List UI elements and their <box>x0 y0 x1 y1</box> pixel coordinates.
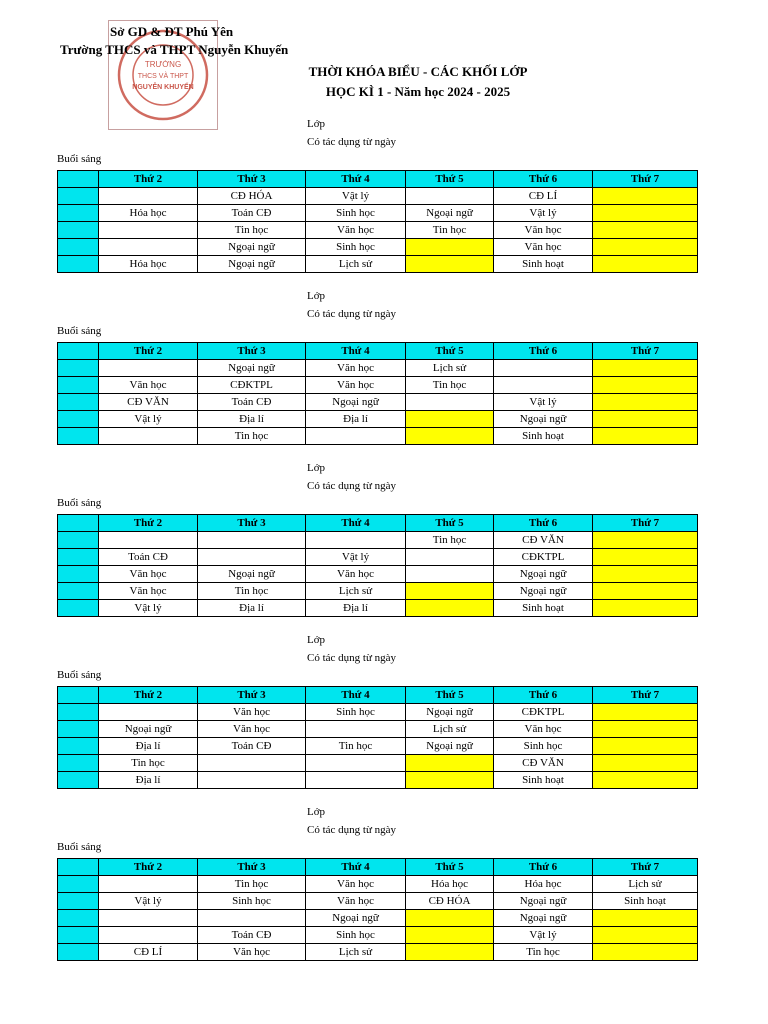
period-cell <box>58 549 99 566</box>
subject-cell: CĐ LÍ <box>494 188 593 205</box>
subject-cell <box>593 188 698 205</box>
period-cell <box>58 583 99 600</box>
subject-cell: Tin học <box>198 428 306 445</box>
subject-cell <box>593 566 698 583</box>
table-row <box>58 772 698 789</box>
subject-cell <box>406 566 494 583</box>
subject-cell <box>593 755 698 772</box>
subject-cell <box>593 721 698 738</box>
subject-cell <box>99 428 198 445</box>
class-label: Lớp <box>307 290 326 302</box>
subject-cell: Địa lí <box>306 600 406 617</box>
subject-cell <box>406 256 494 273</box>
document-title: THỜI KHÓA BIỂU - CÁC KHỐI LỚP <box>308 64 528 79</box>
subject-cell: Vật lý <box>494 927 593 944</box>
table-row <box>58 910 698 927</box>
period-cell <box>58 532 99 549</box>
period-cell <box>58 428 99 445</box>
subject-cell <box>593 428 698 445</box>
seal-line2: THCS VÀ THPT <box>137 73 189 80</box>
subject-cell <box>99 239 198 256</box>
subject-cell: Toán CĐ <box>198 927 306 944</box>
subject-cell: Sinh học <box>306 704 406 721</box>
subject-cell <box>593 256 698 273</box>
subject-cell: Văn học <box>306 893 406 910</box>
subject-cell: Tin học <box>198 222 306 239</box>
subject-cell: Văn học <box>198 704 306 721</box>
subject-cell: Ngoại ngữ <box>406 205 494 222</box>
timetable <box>57 514 698 617</box>
subject-cell <box>593 532 698 549</box>
subject-cell: Tin học <box>306 738 406 755</box>
subject-cell: Vật lý <box>306 188 406 205</box>
subject-cell <box>593 377 698 394</box>
table-row <box>58 583 698 600</box>
period-cell <box>58 738 99 755</box>
day-header: Thứ 2 <box>99 859 198 876</box>
day-header: Thứ 5 <box>406 171 494 188</box>
day-header: Thứ 4 <box>306 515 406 532</box>
period-cell <box>58 360 99 377</box>
day-header: Thứ 7 <box>593 343 698 360</box>
session-label: Buổi sáng <box>57 497 102 509</box>
subject-cell: Ngoại ngữ <box>494 411 593 428</box>
subject-cell <box>198 910 306 927</box>
day-header: Thứ 5 <box>406 515 494 532</box>
subject-cell <box>99 188 198 205</box>
table-row <box>58 239 698 256</box>
school-name: Trường THCS và THPT Nguyễn Khuyến <box>60 42 289 57</box>
subject-cell: Lịch sử <box>406 721 494 738</box>
day-header: Thứ 4 <box>306 343 406 360</box>
subject-cell: Ngoại ngữ <box>306 394 406 411</box>
subject-cell <box>406 239 494 256</box>
subject-cell: Lịch sử <box>306 256 406 273</box>
period-cell <box>58 256 99 273</box>
subject-cell <box>593 394 698 411</box>
period-cell <box>58 222 99 239</box>
period-cell <box>58 394 99 411</box>
subject-cell: Lịch sử <box>406 360 494 377</box>
subject-cell: Sinh học <box>306 927 406 944</box>
subject-cell: Văn học <box>198 721 306 738</box>
subject-cell: Ngoại ngữ <box>494 566 593 583</box>
day-header: Thứ 3 <box>198 687 306 704</box>
subject-cell: Tin học <box>198 583 306 600</box>
subject-cell: Tin học <box>99 755 198 772</box>
subject-cell <box>406 411 494 428</box>
subject-cell: Sinh hoạt <box>593 893 698 910</box>
subject-cell: Văn học <box>306 222 406 239</box>
day-header: Thứ 2 <box>99 171 198 188</box>
subject-cell: CĐ VĂN <box>494 532 593 549</box>
subject-cell <box>593 222 698 239</box>
table-row <box>58 188 698 205</box>
seal-line1: TRƯỜNG <box>144 60 182 69</box>
subject-cell: Ngoại ngữ <box>406 704 494 721</box>
subject-cell: Địa lí <box>99 738 198 755</box>
table-row <box>58 755 698 772</box>
subject-cell: Văn học <box>494 239 593 256</box>
subject-cell <box>593 239 698 256</box>
subject-cell <box>593 360 698 377</box>
subject-cell: Văn học <box>306 876 406 893</box>
table-row <box>58 876 698 893</box>
table-row <box>58 360 698 377</box>
subject-cell: Sinh hoạt <box>494 600 593 617</box>
period-cell <box>58 566 99 583</box>
subject-cell <box>406 755 494 772</box>
subject-cell: Sinh học <box>494 738 593 755</box>
day-header: Thứ 4 <box>306 859 406 876</box>
subject-cell: Tin học <box>198 876 306 893</box>
session-label: Buổi sáng <box>57 841 102 853</box>
subject-cell <box>406 927 494 944</box>
class-label: Lớp <box>307 634 326 646</box>
subject-cell: Hóa học <box>406 876 494 893</box>
day-header: Thứ 7 <box>593 687 698 704</box>
period-cell <box>58 772 99 789</box>
subject-cell <box>593 583 698 600</box>
day-header: Thứ 6 <box>494 687 593 704</box>
subject-cell <box>593 944 698 961</box>
day-header: Thứ 7 <box>593 171 698 188</box>
subject-cell: Vật lý <box>99 600 198 617</box>
subject-cell <box>99 927 198 944</box>
subject-cell <box>406 188 494 205</box>
day-header: Thứ 5 <box>406 859 494 876</box>
subject-cell: Văn học <box>99 566 198 583</box>
session-label: Buổi sáng <box>57 325 102 337</box>
subject-cell <box>306 721 406 738</box>
table-row <box>58 205 698 222</box>
subject-cell: Ngoại ngữ <box>406 738 494 755</box>
subject-cell <box>406 394 494 411</box>
day-header: Thứ 6 <box>494 859 593 876</box>
table-row <box>58 394 698 411</box>
period-cell <box>58 755 99 772</box>
subject-cell: Văn học <box>306 566 406 583</box>
table-row <box>58 222 698 239</box>
subject-cell: Tin học <box>406 377 494 394</box>
table-row <box>58 256 698 273</box>
timetable <box>57 686 698 789</box>
effective-date-label: Có tác dụng từ ngày <box>307 824 397 836</box>
table-row <box>58 927 698 944</box>
subject-cell <box>494 360 593 377</box>
subject-cell: Hóa học <box>99 256 198 273</box>
subject-cell: Văn học <box>494 222 593 239</box>
subject-cell <box>99 532 198 549</box>
period-cell <box>58 411 99 428</box>
subject-cell: Toán CĐ <box>99 549 198 566</box>
period-cell <box>58 893 99 910</box>
period-cell <box>58 600 99 617</box>
header-row <box>58 171 698 188</box>
subject-cell <box>99 360 198 377</box>
subject-cell: CĐ VĂN <box>99 394 198 411</box>
day-header: Thứ 3 <box>198 515 306 532</box>
subject-cell <box>593 772 698 789</box>
day-header: Thứ 6 <box>494 171 593 188</box>
table-row <box>58 944 698 961</box>
subject-cell: CĐ LÍ <box>99 944 198 961</box>
subject-cell: Văn học <box>99 583 198 600</box>
table-row <box>58 893 698 910</box>
subject-cell: Vật lý <box>494 394 593 411</box>
subject-cell <box>593 600 698 617</box>
subject-cell <box>406 910 494 927</box>
subject-cell <box>593 411 698 428</box>
header-row <box>58 859 698 876</box>
period-cell <box>58 910 99 927</box>
subject-cell: Sinh hoạt <box>494 256 593 273</box>
subject-cell: Văn học <box>99 377 198 394</box>
subject-cell: Vật lý <box>306 549 406 566</box>
subject-cell: Toán CĐ <box>198 205 306 222</box>
period-cell <box>58 188 99 205</box>
day-header: Thứ 2 <box>99 515 198 532</box>
day-header: Thứ 7 <box>593 859 698 876</box>
subject-cell: CĐKTPL <box>494 549 593 566</box>
subject-cell: CĐKTPL <box>494 704 593 721</box>
period-cell <box>58 944 99 961</box>
timetable <box>57 858 698 961</box>
period-cell <box>58 239 99 256</box>
header-row <box>58 687 698 704</box>
subject-cell <box>306 532 406 549</box>
subject-cell <box>593 910 698 927</box>
day-header: Thứ 7 <box>593 515 698 532</box>
table-row <box>58 428 698 445</box>
seal-line3: NGUYỄN KHUYẾN <box>132 84 194 91</box>
corner-cell <box>58 515 99 532</box>
corner-cell <box>58 343 99 360</box>
subject-cell <box>593 549 698 566</box>
table-row <box>58 566 698 583</box>
subject-cell: Toán CĐ <box>198 394 306 411</box>
day-header: Thứ 3 <box>198 343 306 360</box>
subject-cell: Sinh hoạt <box>494 772 593 789</box>
day-header: Thứ 5 <box>406 343 494 360</box>
subject-cell: Vật lý <box>99 893 198 910</box>
effective-date-label: Có tác dụng từ ngày <box>307 480 397 492</box>
table-row <box>58 721 698 738</box>
effective-date-label: Có tác dụng từ ngày <box>307 308 397 320</box>
effective-date-label: Có tác dụng từ ngày <box>307 136 397 148</box>
period-cell <box>58 721 99 738</box>
subject-cell: Sinh học <box>306 205 406 222</box>
subject-cell: CĐ HÓA <box>406 893 494 910</box>
subject-cell: Ngoại ngữ <box>198 256 306 273</box>
table-row <box>58 738 698 755</box>
subject-cell <box>593 704 698 721</box>
subject-cell: Ngoại ngữ <box>198 360 306 377</box>
class-label: Lớp <box>307 806 326 818</box>
subject-cell: Địa lí <box>99 772 198 789</box>
subject-cell: Địa lí <box>198 411 306 428</box>
day-header: Thứ 3 <box>198 171 306 188</box>
class-label: Lớp <box>307 462 326 474</box>
corner-cell <box>58 171 99 188</box>
subject-cell: Sinh học <box>306 239 406 256</box>
subject-cell <box>198 532 306 549</box>
subject-cell: Ngoại ngữ <box>494 893 593 910</box>
subject-cell <box>99 222 198 239</box>
timetable <box>57 170 698 273</box>
header-row <box>58 515 698 532</box>
subject-cell <box>198 549 306 566</box>
day-header: Thứ 3 <box>198 859 306 876</box>
period-cell <box>58 927 99 944</box>
subject-cell <box>406 428 494 445</box>
document-subtitle: HỌC KÌ 1 - Năm học 2024 - 2025 <box>325 84 511 99</box>
subject-cell <box>406 583 494 600</box>
subject-cell: Hóa học <box>99 205 198 222</box>
table-row <box>58 600 698 617</box>
subject-cell <box>198 755 306 772</box>
table-row <box>58 549 698 566</box>
effective-date-label: Có tác dụng từ ngày <box>307 652 397 664</box>
subject-cell: Văn học <box>306 377 406 394</box>
timetable <box>57 342 698 445</box>
subject-cell: Vật lý <box>494 205 593 222</box>
period-cell <box>58 704 99 721</box>
subject-cell: Tin học <box>406 532 494 549</box>
subject-cell: Hóa học <box>494 876 593 893</box>
period-cell <box>58 377 99 394</box>
subject-cell <box>198 772 306 789</box>
table-row <box>58 704 698 721</box>
subject-cell <box>406 944 494 961</box>
session-label: Buổi sáng <box>57 669 102 681</box>
subject-cell: Địa lí <box>306 411 406 428</box>
session-label: Buổi sáng <box>57 153 102 165</box>
subject-cell: Ngoại ngữ <box>198 239 306 256</box>
corner-cell <box>58 859 99 876</box>
subject-cell: Văn học <box>306 360 406 377</box>
day-header: Thứ 4 <box>306 171 406 188</box>
corner-cell <box>58 687 99 704</box>
class-label: Lớp <box>307 118 326 130</box>
subject-cell: Địa lí <box>198 600 306 617</box>
period-cell <box>58 205 99 222</box>
header-row <box>58 343 698 360</box>
subject-cell: Lịch sử <box>306 944 406 961</box>
subject-cell: Tin học <box>494 944 593 961</box>
subject-cell: CĐ HÓA <box>198 188 306 205</box>
department-name: Sở GD & ĐT Phú Yên <box>110 24 234 39</box>
subject-cell: CĐKTPL <box>198 377 306 394</box>
subject-cell: Lịch sử <box>306 583 406 600</box>
subject-cell <box>494 377 593 394</box>
subject-cell: Lịch sử <box>593 876 698 893</box>
subject-cell: Vật lý <box>99 411 198 428</box>
day-header: Thứ 2 <box>99 687 198 704</box>
subject-cell <box>306 428 406 445</box>
period-cell <box>58 876 99 893</box>
subject-cell: Ngoại ngữ <box>494 910 593 927</box>
table-row <box>58 377 698 394</box>
subject-cell <box>406 600 494 617</box>
day-header: Thứ 6 <box>494 515 593 532</box>
subject-cell <box>593 927 698 944</box>
day-header: Thứ 4 <box>306 687 406 704</box>
table-row <box>58 532 698 549</box>
subject-cell: Toán CĐ <box>198 738 306 755</box>
subject-cell <box>593 205 698 222</box>
subject-cell <box>99 704 198 721</box>
subject-cell: Ngoại ngữ <box>198 566 306 583</box>
subject-cell: Tin học <box>406 222 494 239</box>
subject-cell: Ngoại ngữ <box>306 910 406 927</box>
table-row <box>58 411 698 428</box>
subject-cell: Văn học <box>494 721 593 738</box>
subject-cell: Sinh học <box>198 893 306 910</box>
day-header: Thứ 6 <box>494 343 593 360</box>
subject-cell <box>406 549 494 566</box>
subject-cell: Ngoại ngữ <box>99 721 198 738</box>
subject-cell <box>99 910 198 927</box>
subject-cell <box>406 772 494 789</box>
day-header: Thứ 5 <box>406 687 494 704</box>
subject-cell <box>593 738 698 755</box>
subject-cell: Văn học <box>198 944 306 961</box>
subject-cell <box>306 755 406 772</box>
day-header: Thứ 2 <box>99 343 198 360</box>
subject-cell: Sinh hoạt <box>494 428 593 445</box>
subject-cell: Ngoại ngữ <box>494 583 593 600</box>
subject-cell <box>99 876 198 893</box>
subject-cell <box>306 772 406 789</box>
subject-cell: CĐ VĂN <box>494 755 593 772</box>
